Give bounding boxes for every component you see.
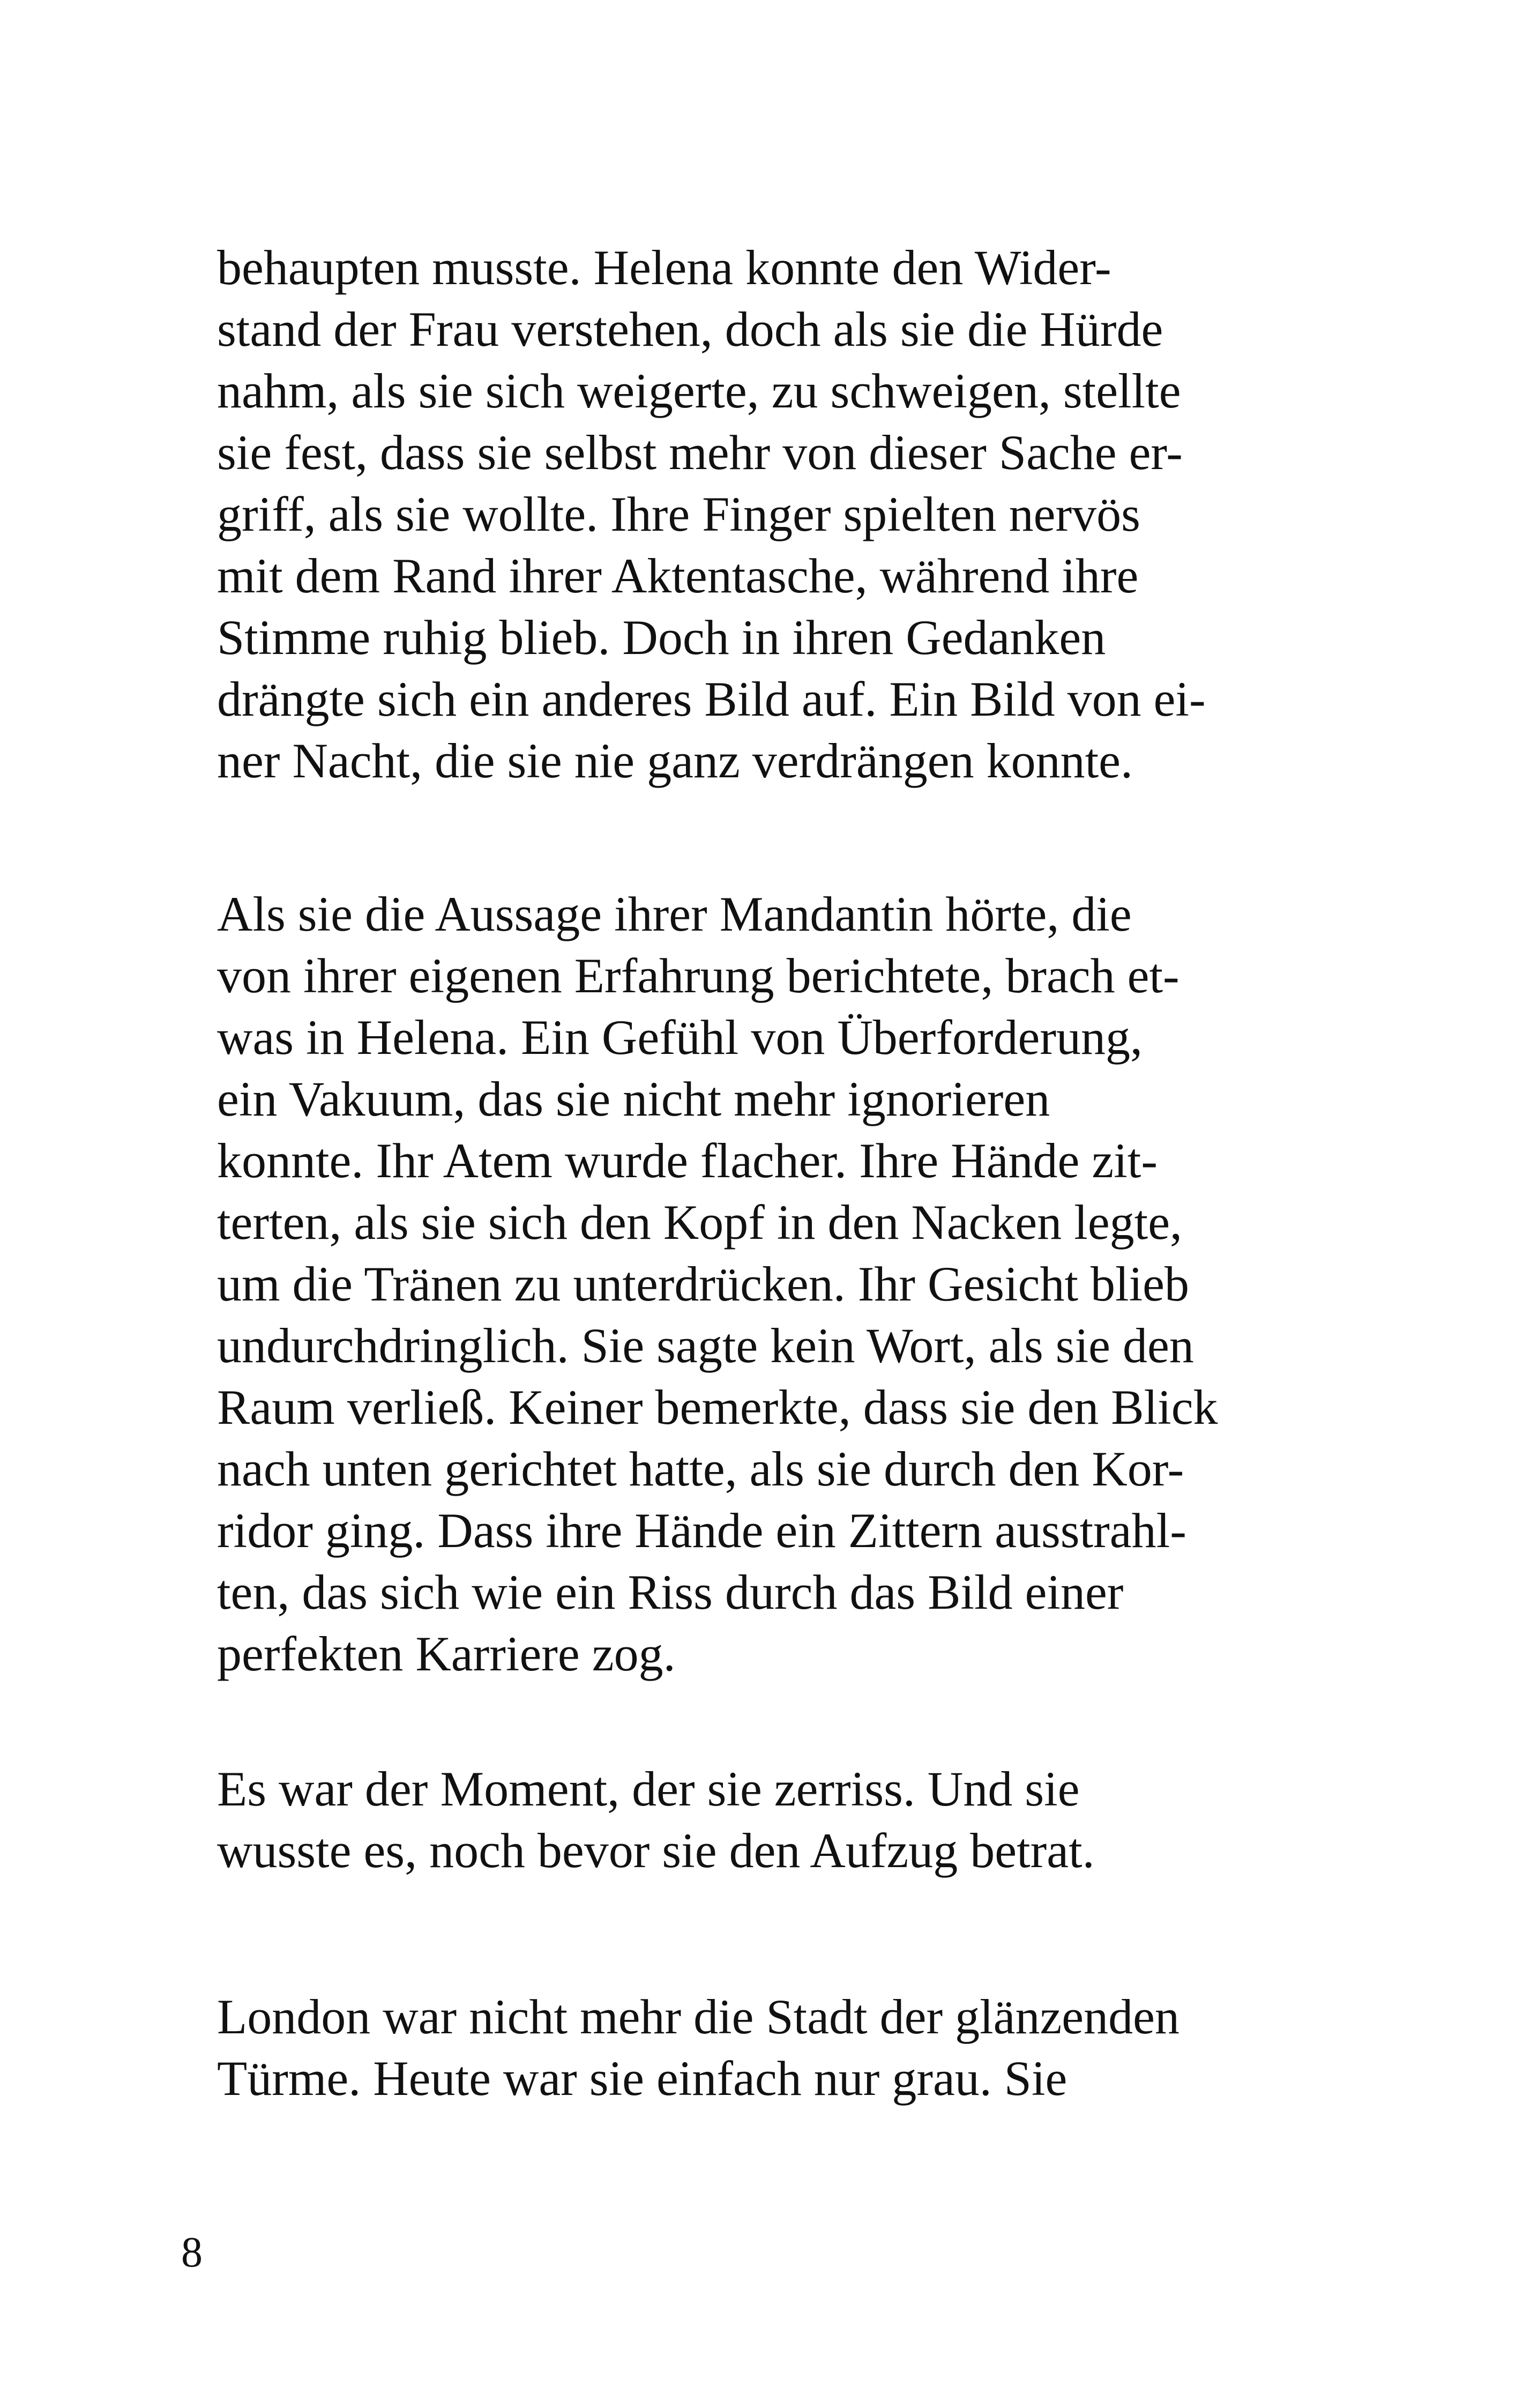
text-line: Stimme ruhig blieb. Doch in ihren Gedanken bbox=[217, 610, 1106, 665]
text-line: wusste es, noch bevor sie den Aufzug betrat. bbox=[217, 1823, 1095, 1878]
paragraph-2 bbox=[217, 883, 1321, 1685]
text-line: undurchdringlich. Sie sagte kein Wort, als sie den bbox=[217, 1318, 1194, 1373]
text-line: Es war der Moment, der sie zerriss. Und sie bbox=[217, 1762, 1080, 1816]
text-line: ein Vakuum, das sie nicht mehr ignorieren bbox=[217, 1072, 1050, 1126]
text-line: sie fest, dass sie selbst mehr von dieser Sache er- bbox=[217, 425, 1183, 480]
text-line: griff, als sie wollte. Ihre Finger spielten nervös bbox=[217, 487, 1140, 541]
paragraph-1 bbox=[217, 237, 1321, 792]
text-line: stand der Frau verstehen, doch als sie die Hürde bbox=[217, 302, 1163, 356]
text-line: Türme. Heute war sie einfach nur grau. Sie bbox=[217, 2051, 1067, 2106]
text-line: um die Tränen zu unterdrücken. Ihr Gesicht blieb bbox=[217, 1257, 1189, 1311]
text-line: behaupten musste. Helena konnte den Wider- bbox=[217, 240, 1111, 295]
text-line: Als sie die Aussage ihrer Mandantin hörte, die bbox=[217, 887, 1132, 941]
text-line: ten, das sich wie ein Riss durch das Bild einer bbox=[217, 1565, 1124, 1619]
text-line: was in Helena. Ein Gefühl von Überforderung, bbox=[217, 1010, 1143, 1065]
page-number: 8 bbox=[181, 2229, 203, 2276]
text-line: mit dem Rand ihrer Aktentasche, während ihre bbox=[217, 548, 1139, 603]
paragraph-4 bbox=[217, 1986, 1321, 2109]
text-line: London war nicht mehr die Stadt der glänzenden bbox=[217, 1989, 1179, 2044]
text-line: konnte. Ihr Atem wurde flacher. Ihre Hände zit- bbox=[217, 1133, 1158, 1188]
paragraph-3 bbox=[217, 1758, 1321, 1882]
text-line: ner Nacht, die sie nie ganz verdrängen konnte. bbox=[217, 733, 1133, 788]
text-line: von ihrer eigenen Erfahrung berichtete, brach et- bbox=[217, 948, 1179, 1003]
text-line: terten, als sie sich den Kopf in den Nacken legte, bbox=[217, 1195, 1183, 1250]
text-line: nach unten gerichtet hatte, als sie durch den Kor- bbox=[217, 1441, 1184, 1496]
text-line: ridor ging. Dass ihre Hände ein Zittern ausstrahl- bbox=[217, 1503, 1186, 1558]
text-line: nahm, als sie sich weigerte, zu schweigen, stellte bbox=[217, 363, 1181, 418]
text-line: perfekten Karriere zog. bbox=[217, 1626, 676, 1681]
text-line: Raum verließ. Keiner bemerkte, dass sie den Blick bbox=[217, 1380, 1218, 1435]
text-line: drängte sich ein anderes Bild auf. Ein Bild von ei- bbox=[217, 672, 1206, 726]
